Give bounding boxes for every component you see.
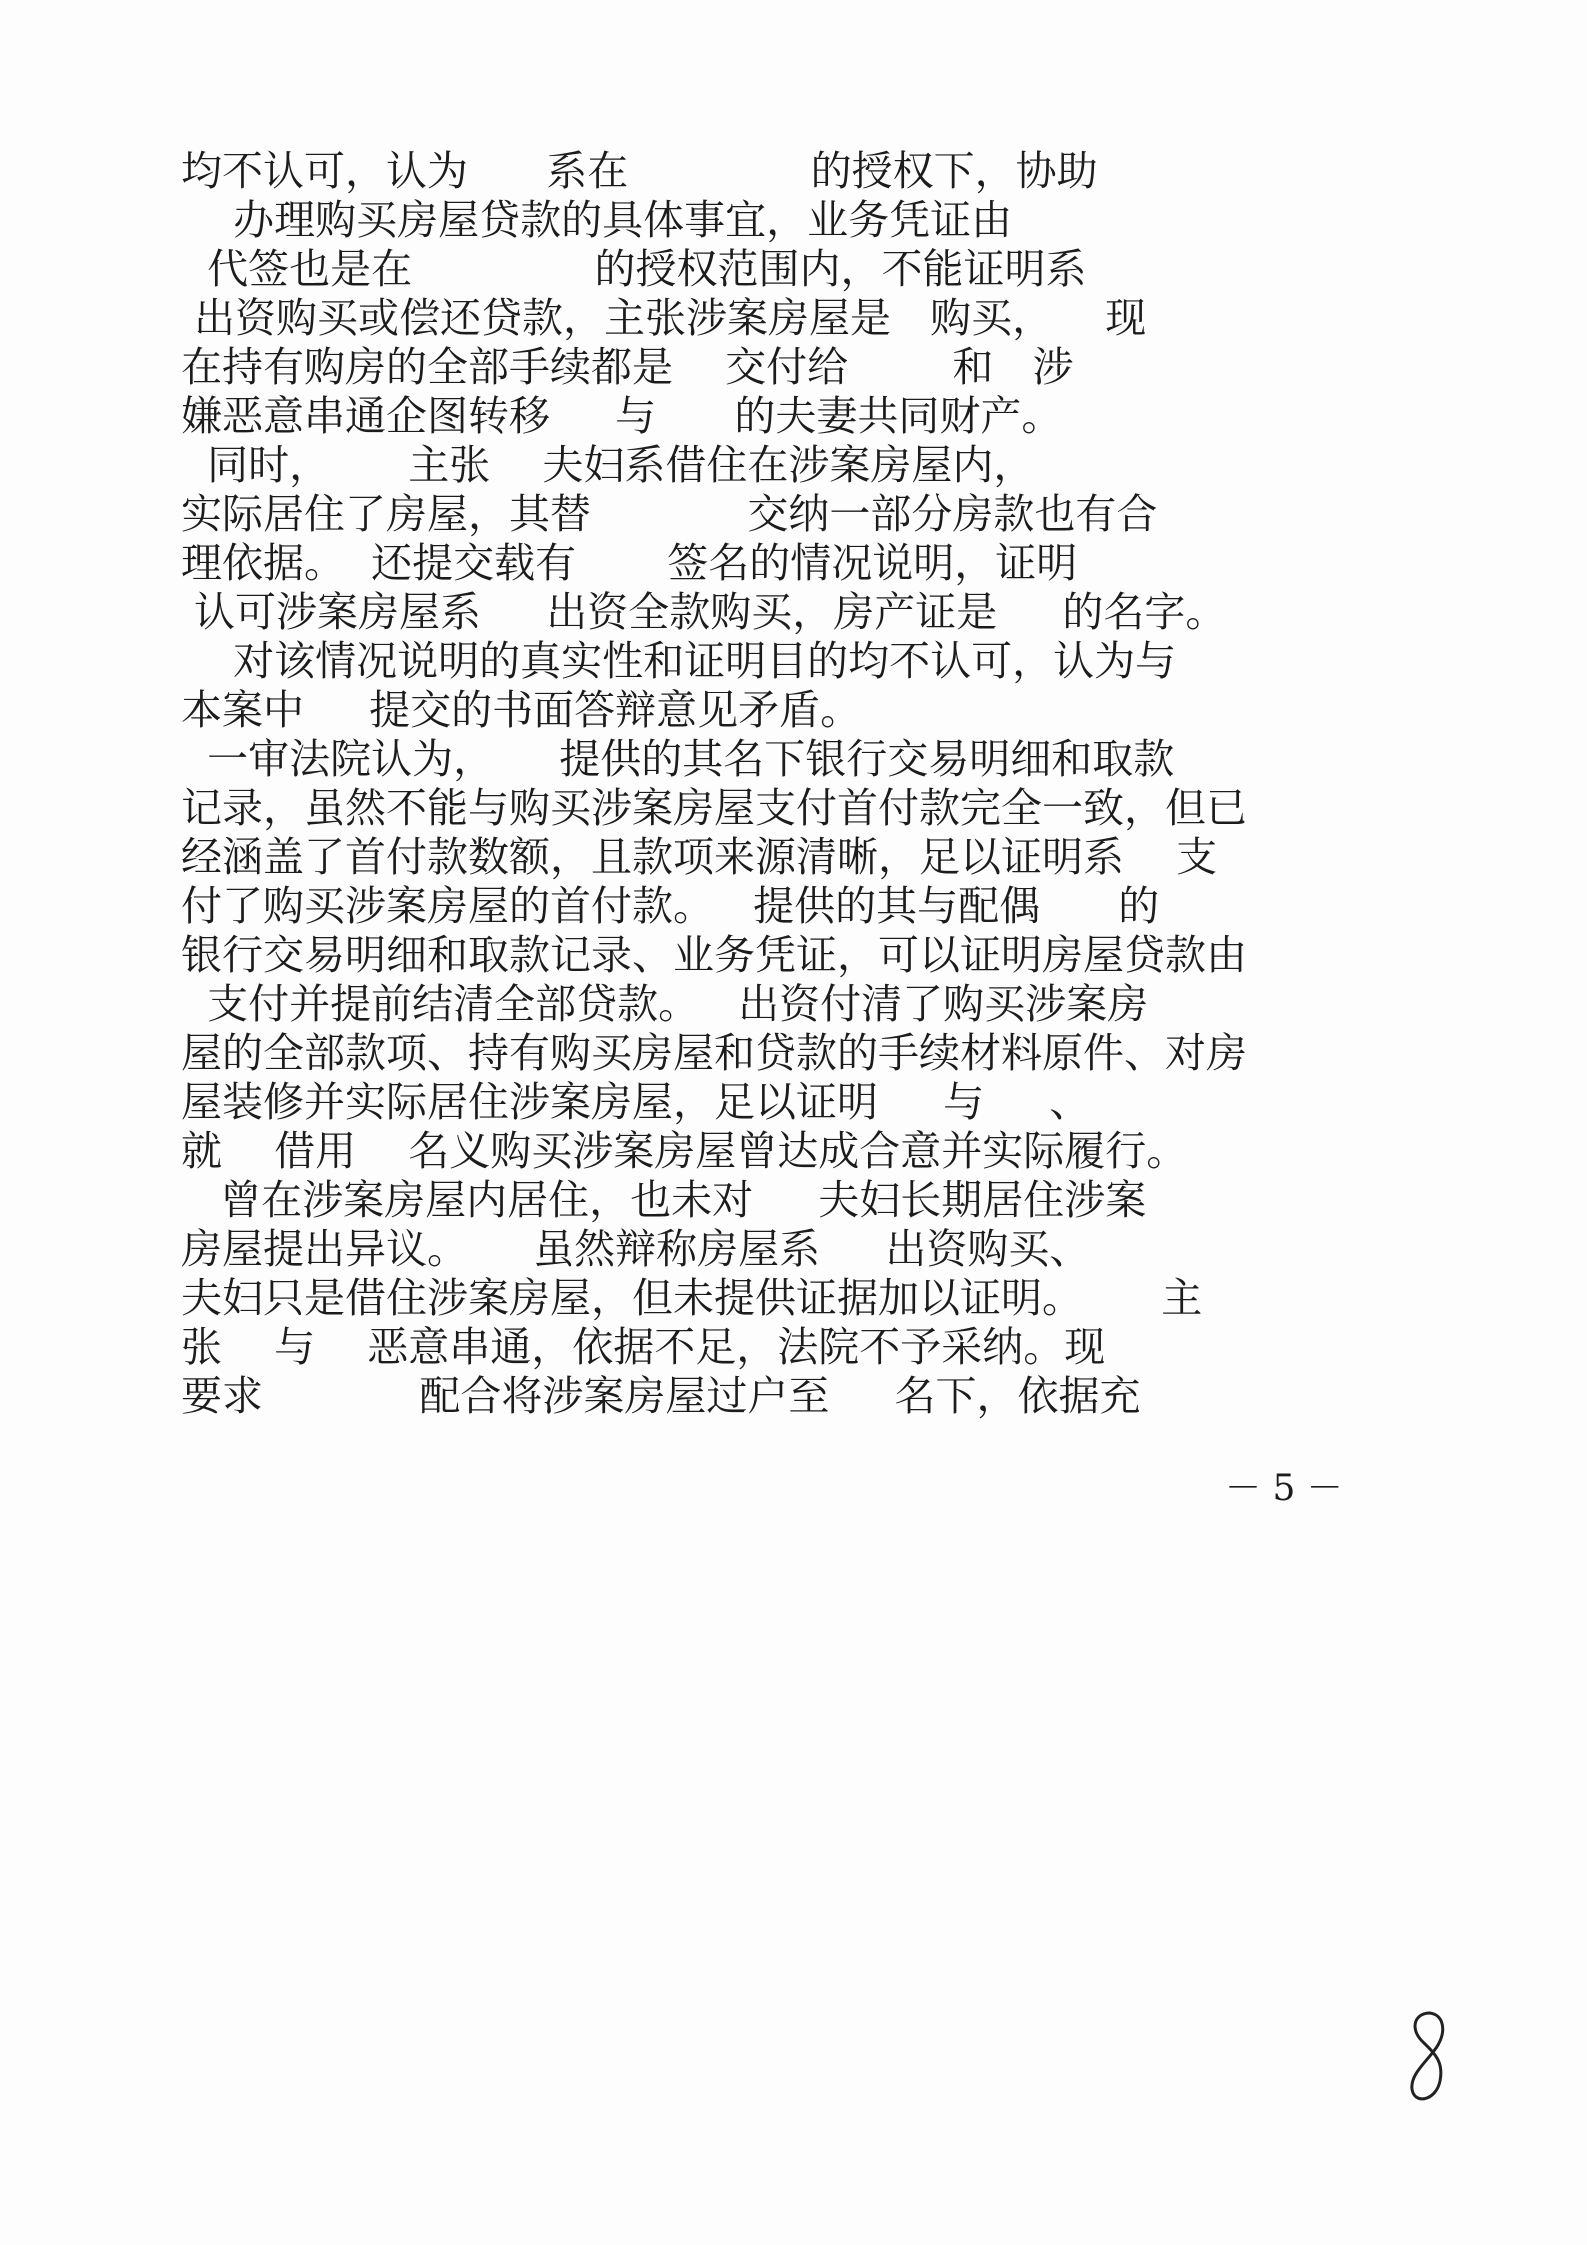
body-line-18: 支付并提前结清全部贷款。 出资付清了购买涉案房 — [181, 980, 1149, 1028]
body-line-11: 对该情况说明的真实性和证明目的均不认可，认为与 — [181, 637, 1177, 685]
handwritten-mark — [1400, 2005, 1460, 2115]
body-line-19: 屋的全部款项、持有购买房屋和贷款的手续材料原件、对房 — [181, 1029, 1247, 1077]
body-line-15: 经涵盖了首付款数额，且款项来源清晰，足以证明系 支 — [181, 833, 1218, 881]
body-line-12: 本案中 提交的书面答辩意见矛盾。 — [181, 686, 862, 734]
body-line-9: 理依据。 还提交载有 签名的情况说明，证明 — [181, 539, 1078, 587]
body-line-16: 付了购买涉案房屋的首付款。 提供的其与配偶 的 — [181, 882, 1160, 930]
body-line-14: 记录，虽然不能与购买涉案房屋支付首付款完全一致，但已 — [181, 784, 1247, 832]
body-line-22: 曾在涉案房屋内居住，也未对 夫妇长期居住涉案 — [181, 1176, 1147, 1224]
body-line-6: 嫌恶意串通企图转移 与 的夫妻共同财产。 — [181, 392, 1063, 440]
body-line-25: 张 与 恶意串通，依据不足，法院不予采纳。现 — [181, 1323, 1106, 1371]
body-line-3: 代签也是在 的授权范围内，不能证明系 — [181, 245, 1087, 293]
body-line-8: 实际居住了房屋，其替 交纳一部分房款也有合 — [181, 490, 1158, 538]
body-line-2: 办理购买房屋贷款的具体事宜，业务凭证由 — [181, 196, 1013, 244]
body-line-26: 要求 配合将涉案房屋过户至 名下，依据充 — [181, 1372, 1141, 1420]
body-line-21: 就 借用 名义购买涉案房屋曾达成合意并实际履行。 — [181, 1127, 1188, 1175]
body-line-7: 同时， 主张 夫妇系借住在涉案房屋内， — [181, 441, 1035, 489]
body-line-20: 屋装修并实际居住涉案房屋，足以证明 与 、 — [181, 1078, 1091, 1126]
body-line-17: 银行交易明细和取款记录、业务凭证，可以证明房屋贷款由 — [181, 931, 1247, 979]
page-number: － 5 － — [1225, 1468, 1343, 1509]
body-line-13: 一审法院认为， 提供的其名下银行交易明细和取款 — [181, 735, 1175, 783]
body-line-4: 出资购买或偿还贷款，主张涉案房屋是 购买， 现 — [181, 294, 1147, 342]
body-line-1: 均不认可，认为 系在 的授权下，协助 — [181, 147, 1098, 195]
body-line-5: 在持有购房的全部手续都是 交付给 和 涉 — [181, 343, 1074, 391]
body-line-23: 房屋提出异议。 虽然辩称房屋系 出资购买、 — [181, 1225, 1091, 1273]
body-line-24: 夫妇只是借住涉案房屋，但未提供证据加以证明。 主 — [181, 1274, 1203, 1322]
body-line-10: 认可涉案房屋系 出资全款购买，房产证是 的名字。 — [181, 588, 1227, 636]
